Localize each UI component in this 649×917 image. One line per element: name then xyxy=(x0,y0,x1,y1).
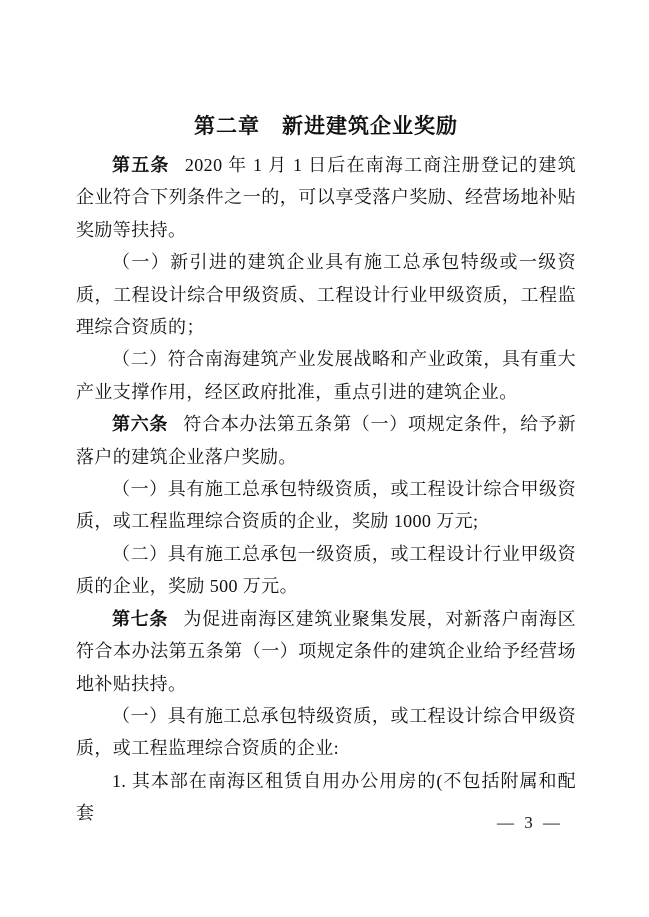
paragraph-text: （一）新引进的建筑企业具有施工总承包特级或一级资质，工程设计综合甲级资质、工程设计行业甲级资质，工程监理综合资质的； xyxy=(76,252,576,338)
paragraph-text: 为促进南海区建筑业聚集发展，对新落户南海区符合本办法第五条第（一）项规定条件的建筑企业给予经营场地补贴扶持。 xyxy=(76,608,576,694)
paragraph-text: （一）具有施工总承包特级资质，或工程设计综合甲级资质，或工程监理综合资质的企业: xyxy=(76,705,576,759)
document-content xyxy=(76,112,576,830)
paragraph-article-5 xyxy=(76,149,576,246)
paragraph-text: （二）具有施工总承包一级资质，或工程设计行业甲级资质的企业，奖励 500 万元。 xyxy=(76,543,576,597)
chapter-title: 第二章 新进建筑企业奖励 xyxy=(194,115,458,138)
paragraph-text: 符合本办法第五条第（一）项规定条件，给予新落户的建筑企业落户奖励。 xyxy=(76,414,576,467)
paragraph-text: （一）具有施工总承包特级资质，或工程设计综合甲级资质，或工程监理综合资质的企业，奖励 1000 万元; xyxy=(76,479,576,532)
article-number-label: 第六条 xyxy=(112,414,169,435)
article-number-label: 第五条 xyxy=(112,155,170,175)
paragraph-item-1 xyxy=(76,246,576,343)
paragraph-text: 2020 年 1 月 1 日后在南海工商注册登记的建筑企业符合下列条件之一的，可以享受落户奖励、经营场地补贴奖励等扶持。 xyxy=(76,155,576,240)
paragraph-text: （二）符合南海建筑产业发展战略和产业政策，具有重大产业支撑作用，经区政府批准，重点引进的建筑企业。 xyxy=(76,349,576,402)
paragraph-item-1 xyxy=(76,473,576,538)
paragraph-item-2 xyxy=(76,538,576,603)
page-number: — 3 — xyxy=(497,813,563,832)
paragraph-item-1 xyxy=(76,700,576,765)
article-number-label: 第七条 xyxy=(112,608,169,629)
paragraph-text: 1. 其本部在南海区租赁自用办公用房的(不包括附属和配套 xyxy=(76,770,576,824)
paragraph-item-2 xyxy=(76,343,576,408)
paragraph-article-6 xyxy=(76,408,576,473)
paragraph-article-7 xyxy=(76,603,576,700)
